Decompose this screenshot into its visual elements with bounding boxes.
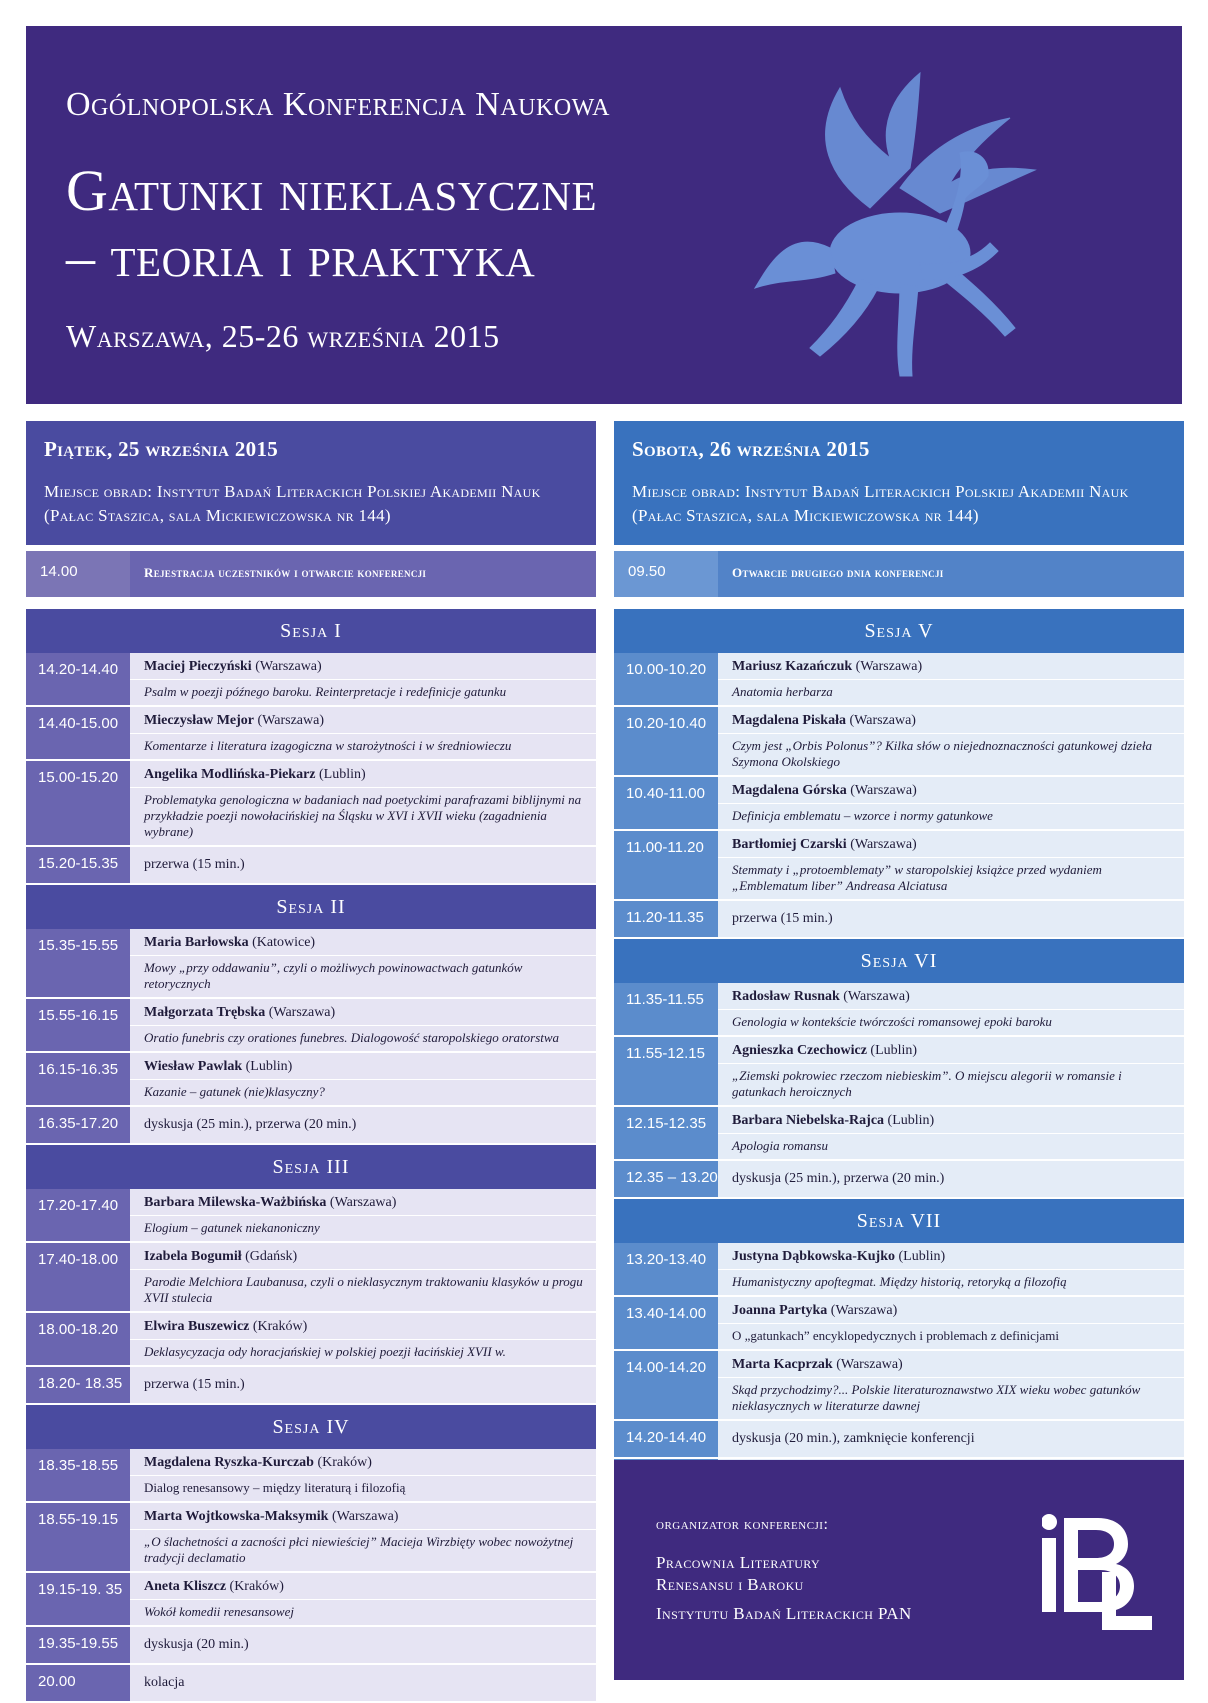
speaker-name: Magdalena Górska bbox=[732, 783, 847, 798]
speaker-city: (Lublin) bbox=[884, 1113, 935, 1128]
speaker-name: Bartłomiej Czarski bbox=[732, 837, 847, 852]
organizer-label: organizator konferencji: bbox=[656, 1516, 829, 1533]
item-time: 20.00 bbox=[26, 1665, 130, 1701]
speaker-name: Angelika Modlińska-Piekarz bbox=[144, 767, 316, 782]
talk-title: Dialog renesansowy – między literaturą i filozofią bbox=[144, 1480, 406, 1495]
ibl-logo-icon bbox=[1042, 1512, 1152, 1630]
discussion-item bbox=[26, 1627, 596, 1665]
item-time: 18.20- 18.35 bbox=[26, 1367, 130, 1403]
item-time: 15.55-16.15 bbox=[26, 999, 130, 1051]
talk-title: Stemmaty i „protoemblematy” w staropolskiej książce przed wydaniem „Emblematum liber” Andreasa Alciatusa bbox=[732, 862, 1102, 893]
programme-item bbox=[614, 1037, 1184, 1107]
day2-venue-line2: (Pałac Staszica, sala Mickiewiczowska nr 144) bbox=[632, 506, 979, 525]
speaker-name: Agnieszka Czechowicz bbox=[732, 1043, 867, 1058]
talk-title: Wokół komedii renesansowej bbox=[144, 1604, 294, 1619]
item-time: 11.00-11.20 bbox=[614, 831, 718, 899]
break-text: przerwa (15 min.) bbox=[732, 911, 833, 926]
item-time: 13.40-14.00 bbox=[614, 1297, 718, 1349]
speaker-city: (Lublin) bbox=[315, 767, 366, 782]
day1-title: Piątek, 25 września 2015 bbox=[44, 437, 279, 461]
dinner-item bbox=[26, 1665, 596, 1703]
day2-venue bbox=[632, 480, 1166, 528]
day2-opening-time: 09.50 bbox=[614, 551, 718, 597]
dinner-text: kolacja bbox=[144, 1675, 185, 1690]
speaker-city: (Warszawa) bbox=[852, 659, 923, 674]
break-text: przerwa (15 min.) bbox=[144, 1377, 245, 1392]
speaker-name: Magdalena Piskała bbox=[732, 713, 846, 728]
item-time: 10.20-10.40 bbox=[614, 707, 718, 775]
programme-item bbox=[26, 929, 596, 999]
organizer-line2: Renesansu i Baroku bbox=[656, 1575, 804, 1594]
item-time: 14.20-14.40 bbox=[26, 653, 130, 705]
talk-title: „Ziemski pokrowiec rzeczom niebieskim”. O miejscu alegorii w romansie i gatunkach heroicznych bbox=[732, 1068, 1122, 1099]
programme-item bbox=[614, 777, 1184, 831]
day1-venue bbox=[44, 480, 578, 528]
session-6-header: Sesja VI bbox=[614, 939, 1184, 983]
item-time: 13.20-13.40 bbox=[614, 1243, 718, 1295]
break-item bbox=[26, 1367, 596, 1405]
speaker-name: Marta Kacprzak bbox=[732, 1357, 833, 1372]
programme-item bbox=[614, 983, 1184, 1037]
conference-title bbox=[66, 158, 597, 290]
talk-title: Humanistyczny apoftegmat. Między historią, retoryką a filozofią bbox=[732, 1274, 1067, 1289]
title-line-1: Gatunki nieklasyczne bbox=[66, 158, 597, 223]
talk-title: Definicja emblematu – wzorce i normy gatunkowe bbox=[732, 808, 993, 823]
speaker-name: Elwira Buszewicz bbox=[144, 1319, 250, 1334]
item-time: 10.00-10.20 bbox=[614, 653, 718, 705]
speaker-city: (Katowice) bbox=[248, 935, 316, 950]
programme-item bbox=[26, 761, 596, 847]
day2-title: Sobota, 26 września 2015 bbox=[632, 437, 870, 461]
talk-title: Skąd przychodzimy?... Polskie literaturoznawstwo XIX wieku wobec gatunków nieklasycznych w literaturze dawnej bbox=[732, 1382, 1141, 1413]
item-time: 14.40-15.00 bbox=[26, 707, 130, 759]
speaker-name: Aneta Kliszcz bbox=[144, 1579, 227, 1594]
item-time: 12.35 – 13.20 bbox=[614, 1161, 718, 1197]
programme-item bbox=[614, 1107, 1184, 1161]
day2-opening-row bbox=[614, 551, 1184, 597]
item-time: 19.35-19.55 bbox=[26, 1627, 130, 1663]
talk-title: Oratio funebris czy orationes funebres. Dialogowość staropolskiego oratorstwa bbox=[144, 1030, 560, 1045]
talk-title: Problematyka genologiczna w badaniach nad poetyckimi parafrazami biblijnymi na przykładzie poezji nowołacińskiej na Śląsku w XVI i XVII wieku (zagadnienia wybrane) bbox=[144, 792, 582, 839]
talk-title: Genologia w kontekście twórczości romansowej epoki baroku bbox=[732, 1014, 1052, 1029]
programme-item bbox=[26, 1053, 596, 1107]
speaker-city: (Kraków) bbox=[249, 1319, 308, 1334]
programme-item bbox=[614, 831, 1184, 901]
item-time: 18.35-18.55 bbox=[26, 1449, 130, 1501]
speaker-city: (Warszawa) bbox=[326, 1195, 397, 1210]
programme-item bbox=[26, 653, 596, 707]
talk-title: O „gatunkach” encyklopedycznych i problemach z definicjami bbox=[732, 1328, 1060, 1343]
organizer-box bbox=[614, 1460, 1184, 1680]
programme-item bbox=[26, 1243, 596, 1313]
item-time: 19.15-19. 35 bbox=[26, 1573, 130, 1625]
speaker-name: Marta Wojtkowska-Maksymik bbox=[144, 1509, 329, 1524]
speaker-name: Mieczysław Mejor bbox=[144, 713, 254, 728]
talk-title: Deklasycyzacja ody horacjańskiej w polskiej poezji łacińskiej XVII w. bbox=[144, 1344, 506, 1359]
speaker-name: Wiesław Pawlak bbox=[144, 1059, 243, 1074]
speaker-name: Radosław Rusnak bbox=[732, 989, 840, 1004]
pegasus-icon bbox=[750, 58, 1050, 388]
talk-title: Mowy „przy oddawaniu”, czyli o możliwych powinowactwach gatunków retorycznych bbox=[144, 960, 523, 991]
speaker-city: (Warszawa) bbox=[845, 713, 916, 728]
day2-opening-text: Otwarcie drugiego dnia konferencji bbox=[718, 551, 1184, 597]
item-time: 18.55-19.15 bbox=[26, 1503, 130, 1571]
programme-item bbox=[26, 1189, 596, 1243]
speaker-city: (Lublin) bbox=[895, 1249, 946, 1264]
day1-opening-row bbox=[26, 551, 596, 597]
talk-title: Anatomia herbarza bbox=[732, 684, 833, 699]
programme-item bbox=[26, 1313, 596, 1367]
speaker-city: (Warszawa) bbox=[827, 1303, 898, 1318]
speaker-name: Małgorzata Trębska bbox=[144, 1005, 266, 1020]
speaker-name: Barbara Milewska-Ważbińska bbox=[144, 1195, 327, 1210]
talk-title: Czym jest „Orbis Polonus”? Kilka słów o niejednoznaczności gatunkowej dzieła Szymona Okolskiego bbox=[732, 738, 1152, 769]
discussion-item bbox=[614, 1421, 1184, 1459]
item-time: 17.20-17.40 bbox=[26, 1189, 130, 1241]
programme-item bbox=[26, 999, 596, 1053]
title-line-2: – teoria i praktyka bbox=[66, 224, 536, 289]
item-time: 16.35-17.20 bbox=[26, 1107, 130, 1143]
day1-opening-time: 14.00 bbox=[26, 551, 130, 597]
conference-kicker: Ogólnopolska Konferencja Naukowa bbox=[66, 86, 611, 123]
item-time: 15.35-15.55 bbox=[26, 929, 130, 997]
talk-title: „O ślachetności a zacności płci niewieściej” Macieja Wirzbięty wobec nowożytnej tradycji declamatio bbox=[144, 1534, 574, 1565]
day1-venue-line2: (Pałac Staszica, sala Mickiewiczowska nr 144) bbox=[44, 506, 391, 525]
discussion-text: dyskusja (25 min.), przerwa (20 min.) bbox=[732, 1171, 945, 1186]
organizer-line1: Pracownia Literatury bbox=[656, 1553, 821, 1572]
item-time: 16.15-16.35 bbox=[26, 1053, 130, 1105]
organizer-unit bbox=[656, 1552, 820, 1596]
day1-header bbox=[26, 421, 596, 545]
speaker-city: (Lublin) bbox=[242, 1059, 293, 1074]
item-time: 15.00-15.20 bbox=[26, 761, 130, 845]
session-2-header: Sesja II bbox=[26, 885, 596, 929]
programme-item bbox=[614, 1351, 1184, 1421]
programme-item bbox=[614, 1243, 1184, 1297]
speaker-city: (Warszawa) bbox=[846, 837, 917, 852]
day1-venue-line1: Miejsce obrad: Instytut Badań Literackich Polskiej Akademii Nauk bbox=[44, 482, 541, 501]
speaker-name: Justyna Dąbkowska-Kujko bbox=[732, 1249, 895, 1264]
item-time: 15.20-15.35 bbox=[26, 847, 130, 883]
discussion-text: dyskusja (20 min.) bbox=[144, 1637, 249, 1652]
programme-item bbox=[26, 1503, 596, 1573]
session-5-header: Sesja V bbox=[614, 609, 1184, 653]
speaker-city: (Gdańsk) bbox=[241, 1249, 298, 1264]
discussion-text: dyskusja (20 min.), zamknięcie konferencji bbox=[732, 1431, 975, 1446]
programme-item bbox=[614, 707, 1184, 777]
discussion-item bbox=[614, 1161, 1184, 1199]
speaker-city: (Warszawa) bbox=[328, 1509, 399, 1524]
day2-venue-line1: Miejsce obrad: Instytut Badań Literackich Polskiej Akademii Nauk bbox=[632, 482, 1129, 501]
programme-item bbox=[26, 1573, 596, 1627]
item-time: 11.20-11.35 bbox=[614, 901, 718, 937]
speaker-city: (Warszawa) bbox=[839, 989, 910, 1004]
day2-header bbox=[614, 421, 1184, 545]
session-7-header: Sesja VII bbox=[614, 1199, 1184, 1243]
speaker-name: Izabela Bogumił bbox=[144, 1249, 242, 1264]
talk-title: Komentarze i literatura izagogiczna w starożytności i w średniowieczu bbox=[144, 738, 512, 753]
speaker-name: Barbara Niebelska-Rajca bbox=[732, 1113, 885, 1128]
session-4-header: Sesja IV bbox=[26, 1405, 596, 1449]
speaker-city: (Warszawa) bbox=[265, 1005, 336, 1020]
speaker-city: (Warszawa) bbox=[254, 713, 324, 728]
speaker-city: (Kraków) bbox=[226, 1579, 284, 1594]
speaker-name: Magdalena Ryszka-Kurczab bbox=[144, 1455, 314, 1470]
day1-opening-text: Rejestracja uczestników i otwarcie konferencji bbox=[130, 551, 596, 597]
talk-title: Apologia romansu bbox=[732, 1138, 828, 1153]
speaker-city: (Lublin) bbox=[866, 1043, 918, 1058]
break-item bbox=[26, 1107, 596, 1145]
item-time: 12.15-12.35 bbox=[614, 1107, 718, 1159]
item-time: 11.55-12.15 bbox=[614, 1037, 718, 1105]
talk-title: Parodie Melchiora Laubanusa, czyli o nieklasycznym traktowaniu klasyków u progu XVII stulecia bbox=[144, 1274, 583, 1305]
speaker-name: Maria Barłowska bbox=[144, 935, 249, 950]
organizer-institute: Instytutu Badań Literackich PAN bbox=[656, 1604, 912, 1623]
speaker-name: Joanna Partyka bbox=[732, 1303, 828, 1318]
talk-title: Elogium – gatunek niekanoniczny bbox=[144, 1220, 320, 1235]
speaker-city: (Kraków) bbox=[313, 1455, 372, 1470]
break-item bbox=[614, 901, 1184, 939]
item-time: 14.20-14.40 bbox=[614, 1421, 718, 1457]
programme-item bbox=[26, 1449, 596, 1503]
talk-title: Kazanie – gatunek (nie)klasyczny? bbox=[144, 1084, 325, 1099]
item-time: 18.00-18.20 bbox=[26, 1313, 130, 1365]
programme-item bbox=[614, 1297, 1184, 1351]
speaker-city: (Warszawa) bbox=[846, 783, 917, 798]
programme-item bbox=[614, 653, 1184, 707]
programme-item bbox=[26, 707, 596, 761]
speaker-city: (Warszawa) bbox=[251, 659, 322, 674]
day1-sessions bbox=[26, 609, 596, 1703]
item-time: 10.40-11.00 bbox=[614, 777, 718, 829]
item-time: 11.35-11.55 bbox=[614, 983, 718, 1035]
day2-column bbox=[614, 421, 1184, 1497]
day2-sessions bbox=[614, 609, 1184, 1497]
speaker-name: Mariusz Kazańczuk bbox=[732, 659, 853, 674]
day1-column bbox=[26, 421, 596, 1703]
item-time: 14.00-14.20 bbox=[614, 1351, 718, 1419]
item-time: 17.40-18.00 bbox=[26, 1243, 130, 1311]
break-text: przerwa (15 min.) bbox=[144, 857, 245, 872]
break-item bbox=[26, 847, 596, 885]
speaker-name: Maciej Pieczyński bbox=[144, 659, 252, 674]
conference-place-date: Warszawa, 25-26 września 2015 bbox=[66, 318, 500, 354]
session-1-header: Sesja I bbox=[26, 609, 596, 653]
break-text: dyskusja (25 min.), przerwa (20 min.) bbox=[144, 1117, 357, 1132]
conference-header bbox=[26, 26, 1182, 404]
speaker-city: (Warszawa) bbox=[832, 1357, 903, 1372]
talk-title: Psalm w poezji późnego baroku. Reinterpretacje i redefinicje gatunku bbox=[144, 684, 507, 699]
session-3-header: Sesja III bbox=[26, 1145, 596, 1189]
